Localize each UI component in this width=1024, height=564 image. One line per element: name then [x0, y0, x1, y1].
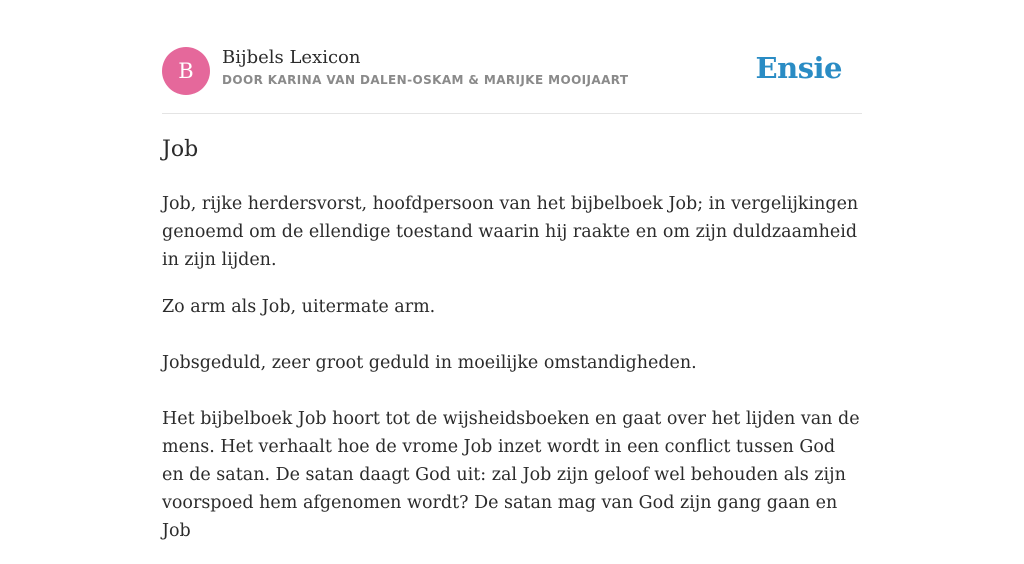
ensie-logo[interactable]: Ensie	[755, 51, 842, 85]
lexicon-title-block	[222, 47, 628, 87]
entry-body	[162, 190, 862, 564]
entry-paragraph: Jobsgeduld, zeer groot geduld in moeilijke omstandigheden.	[162, 353, 697, 373]
lexicon-authors: DOOR KARINA VAN DALEN-OSKAM & MARIJKE MOOIJAART	[222, 73, 629, 87]
lexicon-title-link[interactable]: Bijbels Lexicon	[222, 47, 361, 68]
entry-paragraph: Het bijbelboek Job hoort tot de wijsheidsboeken en gaat over het lijden van de mens. Het verhaalt hoe de vrome Job inzet wordt in een conflict tussen God en de satan. De satan daagt God uit: zal Job zijn geloof wel behouden als zijn voorspoed hem afgenomen wordt? De satan mag van God zijn gang gaan en Job	[162, 409, 860, 541]
entry-paragraph: Job, rijke herdersvorst, hoofdpersoon van het bijbelboek Job; in vergelijkingen genoemd om de ellendige toestand waarin hij raakte en om zijn duldzaamheid in zijn lijden.	[162, 194, 859, 270]
entry-paragraph: Zo arm als Job, uitermate arm.	[162, 297, 436, 317]
header-divider	[162, 113, 862, 114]
avatar[interactable]: B	[162, 47, 210, 95]
lexicon-header	[162, 47, 862, 95]
entry-title: Job	[162, 137, 199, 162]
